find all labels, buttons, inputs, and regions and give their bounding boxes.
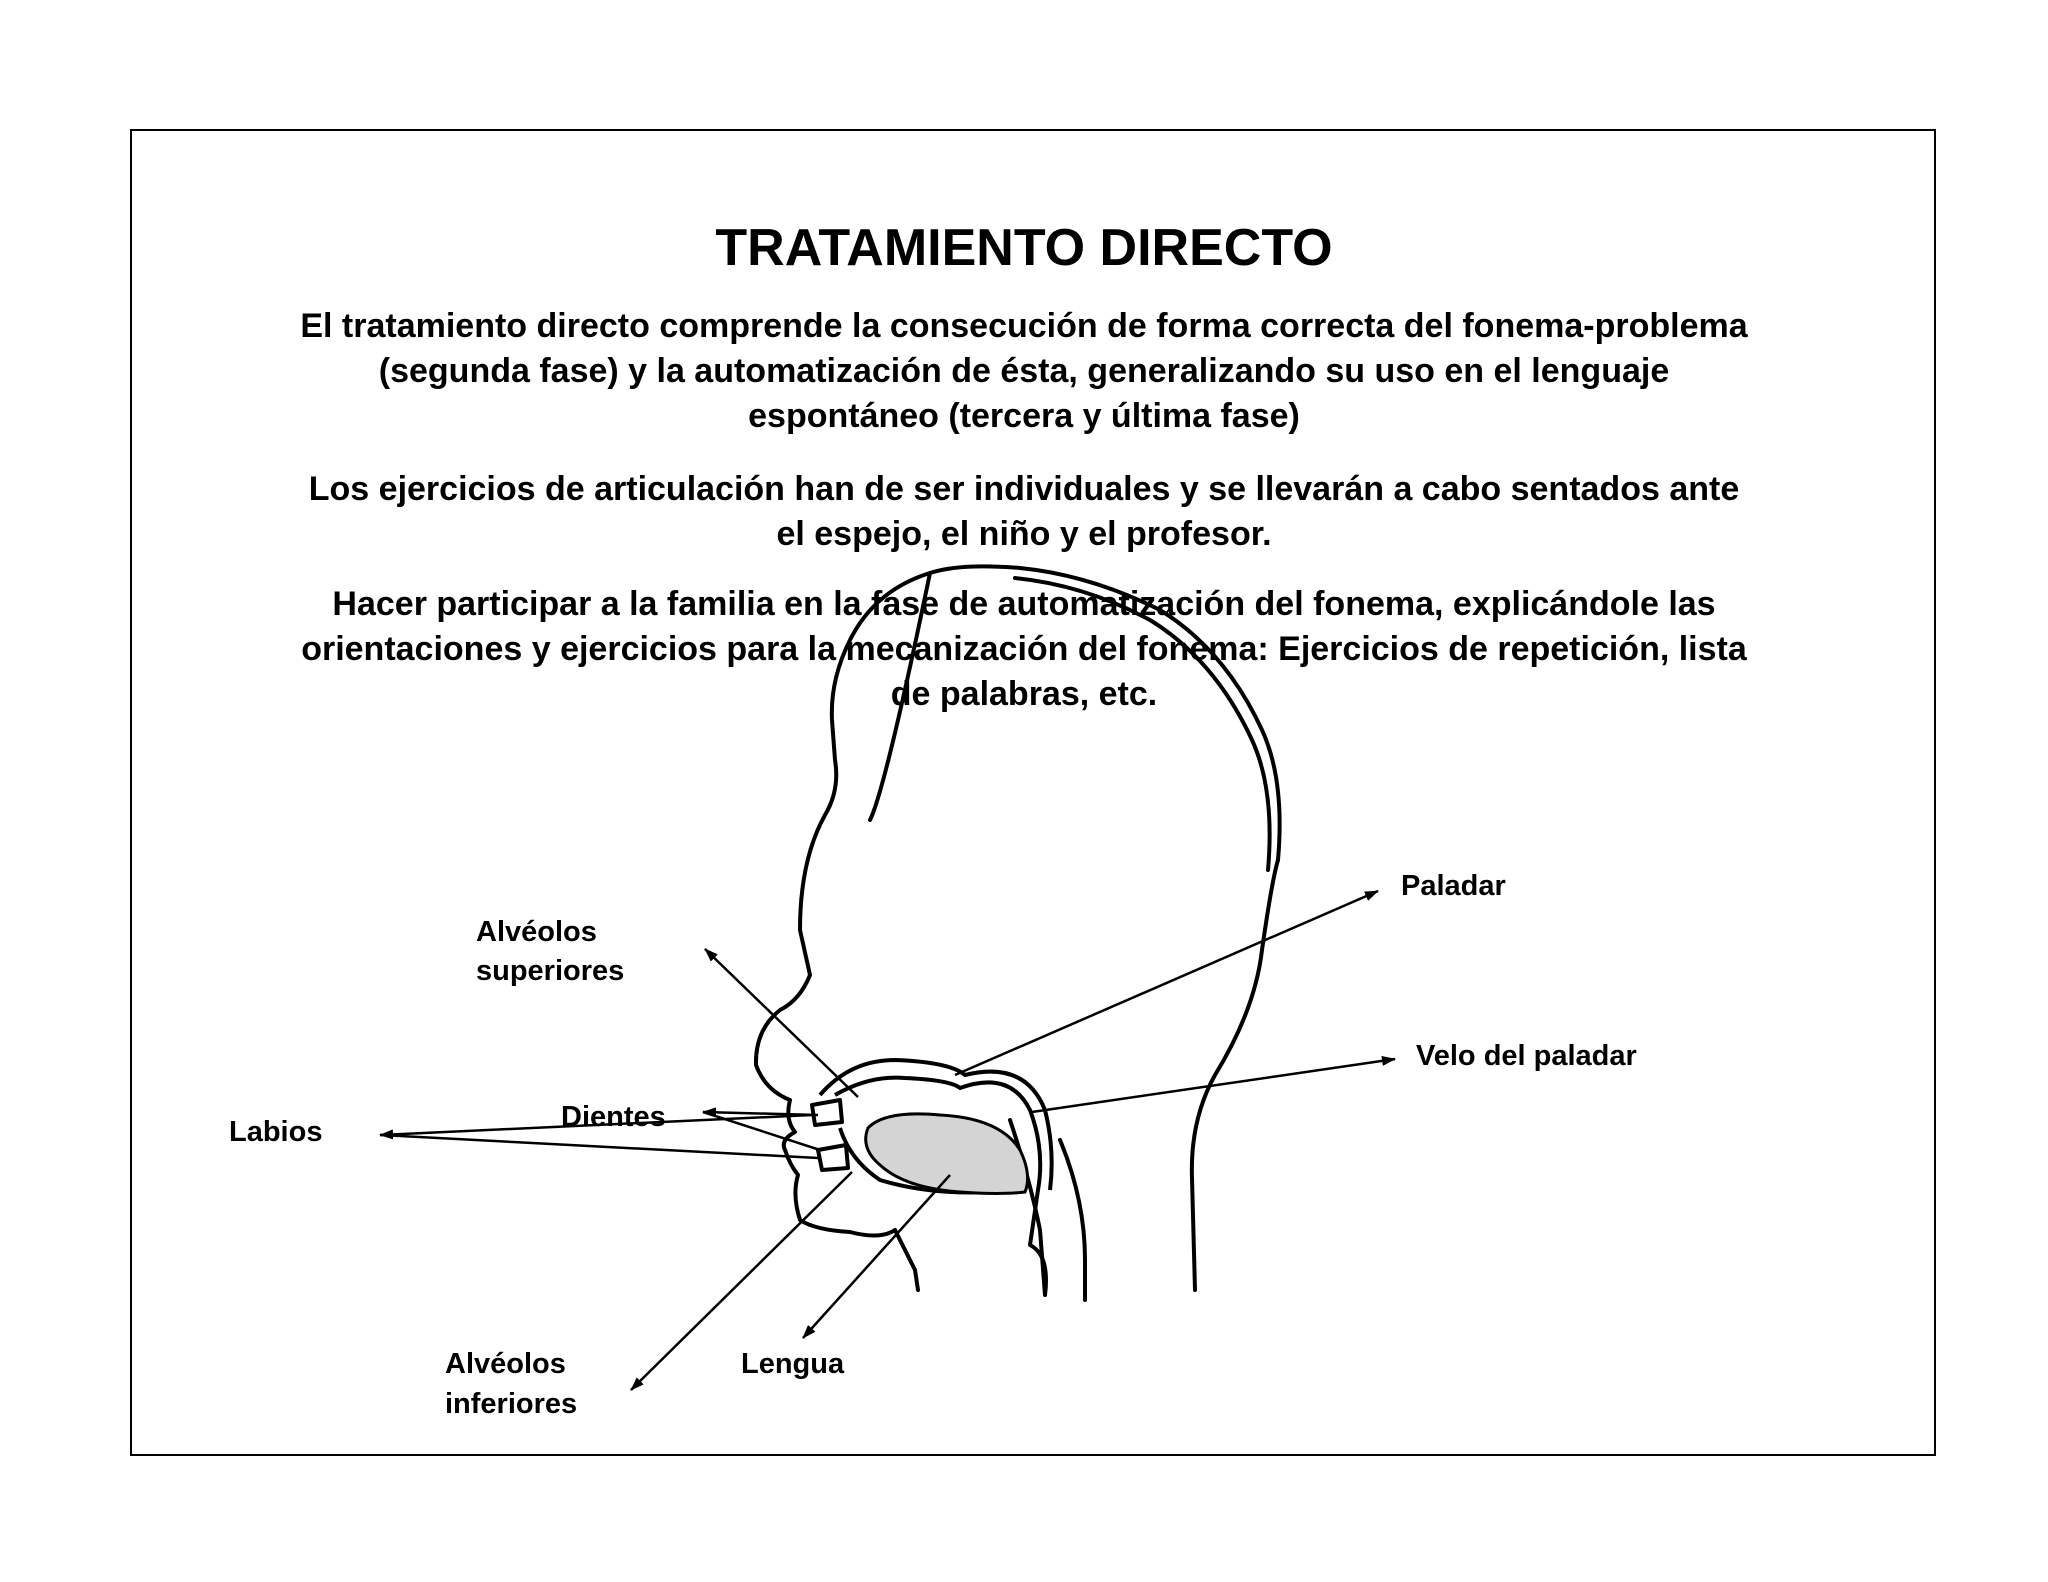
arrow-labios-lower <box>380 1135 818 1158</box>
label-velo-del-paladar: Velo del paladar <box>1416 1040 1637 1072</box>
arrow-dientes-upper <box>703 1112 818 1115</box>
label-alveolos-inferiores-line1: Alvéolos <box>445 1348 566 1380</box>
label-alveolos-superiores-line2: superiores <box>476 955 625 987</box>
page-title: TRATAMIENTO DIRECTO <box>715 219 1333 277</box>
arrow-paladar <box>955 891 1378 1075</box>
label-dientes: Dientes <box>561 1101 666 1133</box>
arrow-alveolos-superiores <box>705 949 858 1097</box>
paragraph-family-participation: Hacer participar a la familia en la fase de automatización del fonema, explicándole las orientaciones y ejercicios para la mecanización del fonema: Ejercicios de repetición, lista de palabras, etc. <box>301 585 1747 713</box>
label-lengua: Lengua <box>741 1348 845 1380</box>
paragraph-articulation-exercises: Los ejercicios de articulación han de ser individuales y se llevarán a cabo sentados ante el espejo, el niño y el profesor. <box>308 470 1740 553</box>
label-alveolos-superiores-line1: Alvéolos <box>476 916 597 948</box>
label-labios: Labios <box>229 1116 323 1148</box>
label-paladar: Paladar <box>1401 870 1506 902</box>
label-alveolos-inferiores-line2: inferiores <box>445 1388 578 1420</box>
paragraph-treatment-definition: El tratamiento directo comprende la consecución de forma correcta del fonema-problema (segunda fase) y la automatización de ésta, generalizando su uso en el lenguaje espontáneo (tercera y última fase) <box>300 307 1748 435</box>
